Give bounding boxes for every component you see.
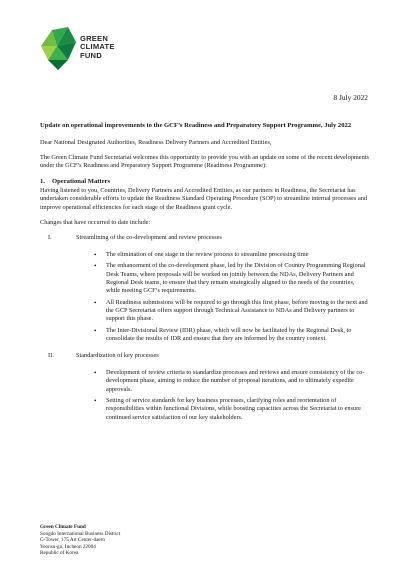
logo-line: FUND [80,50,102,60]
footer-line: G-Tower, 175 Art Center-daero [40,537,106,544]
address-footer [40,524,120,557]
section-title: Operational Matters [52,177,111,185]
bullet-item: • The elimination of one stage in the review process to streamline processing time [106,251,370,259]
intro-paragraph: The Green Climate Fund Secretariat welcomes this opportunity to provide you with an update on some of the recent developments under the GCF’s Readiness and Preparatory Support Programme (Readiness Programme): [40,154,369,170]
item-heading: Standardization of key processes [76,352,159,360]
gcf-leaf-icon [38,24,78,72]
roman-numeral: II. [48,352,54,360]
section-number: 1. [40,177,45,185]
salutation: Dear National Designated Authorities, Readiness Delivery Partners and Accredited Entities, [40,138,272,146]
letter-title: Update on operational improvements to the GCF’s Readiness and Preparatory Support Programme, July 2022 [40,122,352,129]
gcf-logo [38,24,128,74]
list-item [40,352,370,361]
logo-wordmark [80,35,115,60]
bullet-item: • The enhancement of the co-development phase, led by the Division of Country Programming Regional Desk Teams, where proposals will be worked on jointly between the NDAs, Delivery Partners and Regional Desk teams, to ensure that they remain strategically aligned to the needs of the countries, while meeting GCF’s requirements. [106,262,370,295]
section-body: Having listened to you, Countries, Delivery Partners and Accredited Entities, as our partners in Readiness, the Secretariat has undertaken considerable efforts to update the Readiness Standard Operating Procedure (SOP) to streamline internal processes and improve operational efficiencies for each stage of the Readiness grant cycle. [40,186,368,211]
bullet-item: • Development of review criteria to standardize processes and reviews and ensure consistency of the co-development phase, aiming to reduce the number of proposal iterations, and to ultimately expedite approvals. [106,369,370,394]
footer-line: Republic of Korea [40,550,79,557]
section-heading [40,178,370,186]
bullet-item: • All Readiness submissions will be required to go through this first phase, before moving to the next and the GCP Secretariat offers support through Technical Assistance to NDAs and Delivery partners to support this phase. [106,299,370,324]
letter-body [40,122,370,431]
bullet-item: • The Inter-Divisional Review (IDR) phase, which will now be facilitated by the Regional Desk, to consolidate the results of IDR and ensure that they are informed by the country context. [106,327,370,344]
list-item [40,234,370,243]
footer-line: Yeonsu-gu, Incheon 22004 [40,543,96,550]
changes-intro: Changes that have occurred to date include: [40,218,151,226]
footer-line: Songdo International Business District [40,530,121,537]
item-heading: Streamlining of the co-development and review processes [76,234,222,242]
roman-numeral: I. [48,234,52,242]
bullet-list [40,369,370,422]
bullet-item: • Setting of service standards for key business processes, clarifying roles and reorientation of responsibilities within functional Divisions, while boosting capacities across the Secretariat to ensure continued service satisfaction of our key stakeholders. [106,397,370,422]
bullet-list [40,251,370,343]
logo-line: CLIMATE [80,42,115,52]
logo-line: GREEN [80,34,109,43]
footer-org: Green Climate Fund [40,524,86,530]
letter-date: 8 July 2022 [333,93,368,102]
